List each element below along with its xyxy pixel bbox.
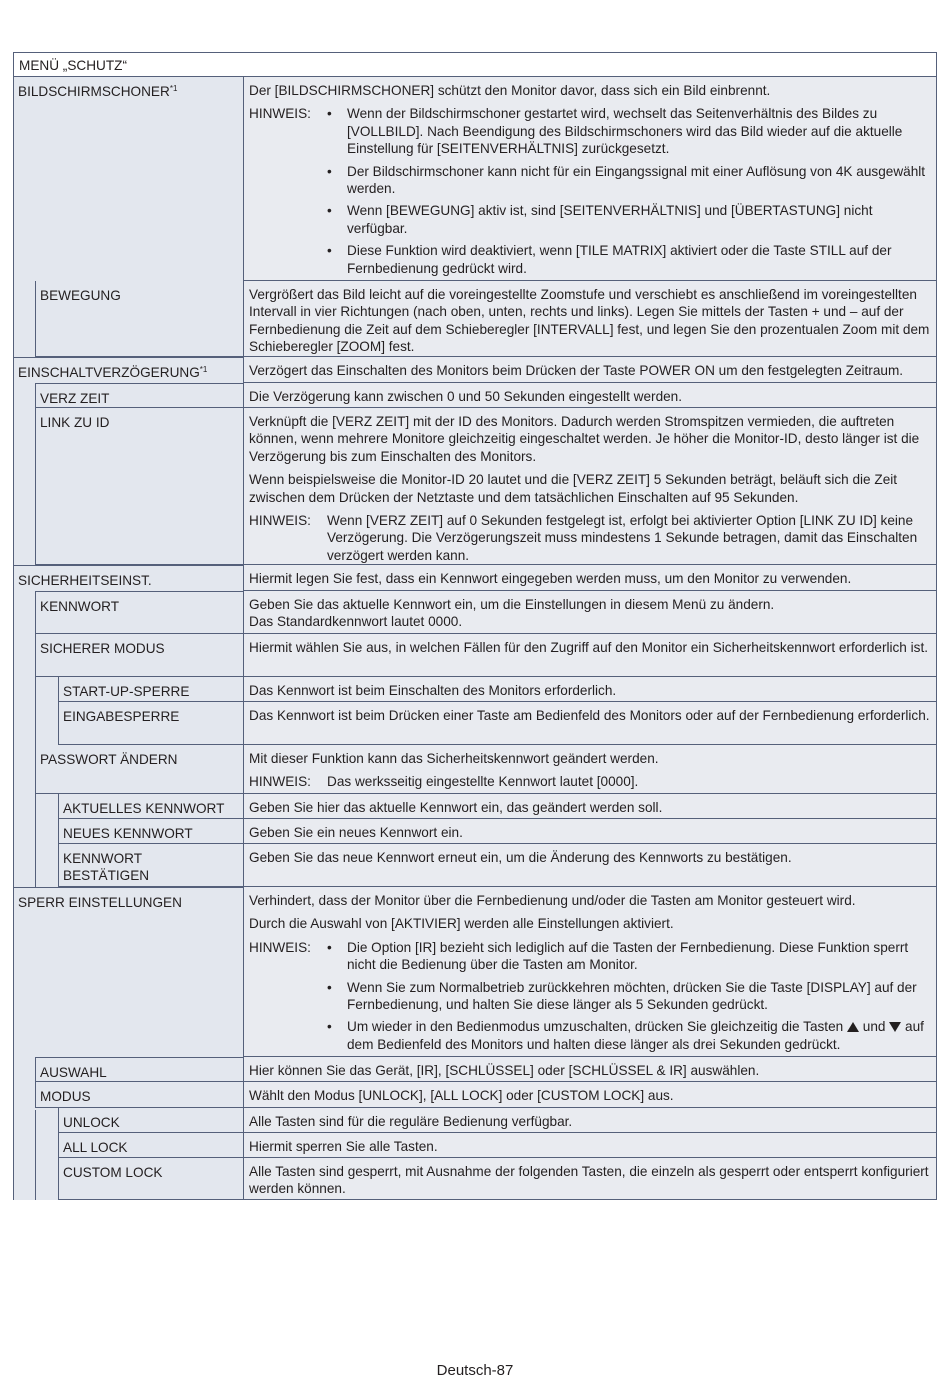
- triangle-down-icon: [889, 1022, 901, 1032]
- row-neues-kennwort: [13, 819, 937, 844]
- note-heading: HINWEIS:: [249, 513, 311, 529]
- row-bewegung: [13, 281, 937, 357]
- row-eingabesperre: [13, 702, 937, 745]
- row-unlock: [13, 1108, 937, 1133]
- row-auswahl: [13, 1057, 937, 1082]
- row-description: [243, 408, 937, 565]
- note-text: Wenn [VERZ ZEIT] auf 0 Sekunden festgelegt ist, erfolgt bei aktivierter Option [LINK ZU ID] keine Verzögerung. Die Verzögerungszeit muss mindestens 1 Sekunde betragen, damit das Einschalten verzögert werden kann.: [327, 513, 918, 563]
- description-text: Verknüpft die [VERZ ZEIT] mit der ID des Monitors. Dadurch werden Stromspitzen vermieden, die auftreten können, wenn mehrere Monitore gleichzeitig eingeschaltet werden. Je höher die Monitor-ID, desto länger ist die Verzögerung bis zum Einschalten des Monitors.: [249, 414, 920, 464]
- row-description: Geben Sie das aktuelle Kennwort ein, um die Einstellungen in diesem Menü zu ändern. Das Standardkennwort lautet 0000.: [243, 591, 937, 634]
- note-block: [249, 105, 931, 282]
- note-bullet: • Der Bildschirmschoner kann nicht für ein Eingangssignal mit einer Auflösung von 4K ausgewählt werden.: [327, 163, 926, 197]
- row-label: KENNWORT: [35, 591, 243, 634]
- row-label: MODUS: [35, 1082, 243, 1108]
- row-label: START-UP-SPERRE: [58, 677, 243, 702]
- row-custom-lock: [13, 1158, 937, 1200]
- row-kennwort-bestaetigen: [13, 844, 937, 887]
- row-description: Das Kennwort ist beim Drücken einer Taste am Bedienfeld des Monitors oder auf der Fernbedienung erforderlich.: [243, 702, 937, 745]
- row-label: EINSCHALTVERZÖGERUNG$^{*1}$: [13, 357, 243, 383]
- row-label: PASSWORT ÄNDERN: [35, 745, 243, 794]
- note-bullet: • Diese Funktion wird deaktiviert, wenn [TILE MATRIX] aktiviert oder die Taste STILL auf der Fernbedienung gedrückt wird.: [327, 243, 892, 276]
- row-description: [243, 887, 937, 1057]
- description-text: Verhindert, dass der Monitor über die Fernbedienung und/oder die Tasten am Monitor gesteuert wird.: [249, 893, 856, 908]
- row-einschaltverzoegerung: [13, 357, 937, 383]
- row-description: Das Kennwort ist beim Einschalten des Monitors erforderlich.: [243, 677, 937, 702]
- row-label: SICHERER MODUS: [35, 634, 243, 677]
- row-description: Hiermit legen Sie fest, dass ein Kennwort eingegeben werden muss, um den Monitor zu verwenden.: [243, 565, 937, 591]
- row-label: AUSWAHL: [35, 1057, 243, 1082]
- note-heading: HINWEIS:: [249, 774, 311, 790]
- note-text: Das werksseitig eingestellte Kennwort lautet [0000].: [327, 774, 639, 790]
- row-bildschirmschoner: [13, 77, 937, 281]
- row-label: ALL LOCK: [58, 1133, 243, 1158]
- row-label: NEUES KENNWORT: [58, 819, 243, 844]
- description-text: Durch die Auswahl von [AKTIVIER] werden alle Einstellungen aktiviert.: [249, 916, 674, 932]
- row-all-lock: [13, 1133, 937, 1158]
- note-bullet: • Wenn der Bildschirmschoner gestartet wird, wechselt das Seitenverhältnis des Bildes zu [VOLLBILD]. Nach Beendigung des Bildschirmschoners wird das Bild wieder auf die aktuelle Einstellung für [SEITENVERHÄLTNIS] zurückgesetzt.: [327, 106, 903, 157]
- row-start-up-sperre: [13, 677, 937, 702]
- note-block: [249, 939, 931, 1058]
- description-text: Mit dieser Funktion kann das Sicherheitskennwort geändert werden.: [249, 751, 659, 766]
- row-label: BILDSCHIRMSCHONER$^{*1}$: [13, 77, 243, 281]
- row-kennwort: [13, 591, 937, 634]
- row-label: SICHERHEITSEINST.: [13, 565, 243, 591]
- row-aktuelles-kennwort: [13, 794, 937, 819]
- note-heading: HINWEIS:: [249, 106, 311, 122]
- note-bullet: • Wenn [BEWEGUNG] aktiv ist, sind [SEITENVERHÄLTNIS] und [ÜBERTASTUNG] nicht verfügbar.: [327, 203, 873, 236]
- row-verz-zeit: [13, 383, 937, 408]
- row-label: UNLOCK: [58, 1108, 243, 1133]
- triangle-up-icon: [847, 1022, 859, 1032]
- row-description: [243, 77, 937, 281]
- row-sperr-einstellungen: [13, 887, 937, 1057]
- row-link-zu-id: [13, 408, 937, 565]
- row-sicherheitseinst: [13, 565, 937, 591]
- note-heading: HINWEIS:: [249, 939, 311, 955]
- row-label: AKTUELLES KENNWORT: [58, 794, 243, 819]
- description-text: Der [BILDSCHIRMSCHONER] schützt den Monitor davor, dass sich ein Bild einbrennt.: [249, 83, 771, 98]
- row-modus: [13, 1082, 937, 1108]
- row-description: [243, 745, 937, 794]
- row-description: Geben Sie das neue Kennwort erneut ein, um die Änderung des Kennworts zu bestätigen.: [243, 844, 937, 887]
- row-label: SPERR EINSTELLUNGEN: [13, 887, 243, 1057]
- row-description: Hiermit sperren Sie alle Tasten.: [243, 1133, 937, 1158]
- row-sicherer-modus: [13, 634, 937, 677]
- row-description: Alle Tasten sind für die reguläre Bedienung verfügbar.: [243, 1108, 937, 1133]
- row-description: Verzögert das Einschalten des Monitors beim Drücken der Taste POWER ON um den festgelegten Zeitraum.: [243, 357, 937, 383]
- description-text: Wenn beispielsweise die Monitor-ID 20 lautet und die [VERZ ZEIT] 5 Sekunden beträgt, beläuft sich die Zeit zwischen dem Drücken der Netztaste und dem tatsächlichen Einschalten auf 95 Sekunden.: [249, 472, 898, 505]
- row-label: BEWEGUNG: [35, 281, 243, 357]
- row-passwort-aendern: [13, 745, 937, 794]
- menu-title: MENÜ „SCHUTZ“: [19, 58, 127, 73]
- note-bullet: • Wenn Sie zum Normalbetrieb zurückkehren möchten, drücken Sie die Taste [DISPLAY] auf der Fernbedienung, und halten Sie diese länger als 5 Sekunden gedrückt.: [327, 979, 917, 1013]
- row-description: Hier können Sie das Gerät, [IR], [SCHLÜSSEL] oder [SCHLÜSSEL & IR] auswählen.: [243, 1057, 937, 1082]
- row-label: CUSTOM LOCK: [58, 1158, 243, 1200]
- row-description: Vergrößert das Bild leicht auf die voreingestellte Zoomstufe und verschiebt es anschließend im voreingestellten Intervall in vier Richtungen (nach oben, unten, rechts und links). Legen Sie mittels der Tasten + und – auf der Fernbedienung die Zeit auf dem Schieberegler [INTERVALL] fest, und legen Sie den prozentualen Zoom mit dem Schieberegler [ZOOM] fest.: [243, 281, 937, 357]
- note-block: [249, 773, 931, 790]
- row-description: Geben Sie ein neues Kennwort ein.: [243, 819, 937, 844]
- page-footer: Deutsch-87: [436, 1362, 514, 1379]
- row-label: VERZ ZEIT: [35, 383, 243, 408]
- note-bullet: • Die Option [IR] bezieht sich lediglich auf die Tasten der Fernbedienung. Diese Funktion sperrt nicht die Bedienung über die Tasten am Monitor.: [327, 939, 909, 973]
- row-description: Hiermit wählen Sie aus, in welchen Fällen für den Zugriff auf den Monitor ein Sicherheitskennwort erforderlich ist.: [243, 634, 937, 677]
- row-description: Alle Tasten sind gesperrt, mit Ausnahme der folgenden Tasten, die einzeln als gesperrt oder entsperrt konfiguriert werden können.: [243, 1158, 937, 1200]
- row-description: Geben Sie hier das aktuelle Kennwort ein, das geändert werden soll.: [243, 794, 937, 819]
- row-description: Die Verzögerung kann zwischen 0 und 50 Sekunden eingestellt werden.: [243, 383, 937, 408]
- row-label: KENNWORT BESTÄTIGEN: [58, 844, 243, 887]
- row-label: LINK ZU ID: [35, 408, 243, 565]
- row-label: EINGABESPERRE: [58, 702, 243, 745]
- row-description: Wählt den Modus [UNLOCK], [ALL LOCK] oder [CUSTOM LOCK] aus.: [243, 1082, 937, 1108]
- note-block: [249, 512, 931, 564]
- note-bullet: • Um wieder in den Bedienmodus umzuschalten, drücken Sie gleichzeitig die Tasten und auf dem Bedienfeld des Monitors und halten diese länger als drei Sekunden gedrückt.: [327, 1019, 924, 1052]
- menu-title-row: [13, 52, 937, 77]
